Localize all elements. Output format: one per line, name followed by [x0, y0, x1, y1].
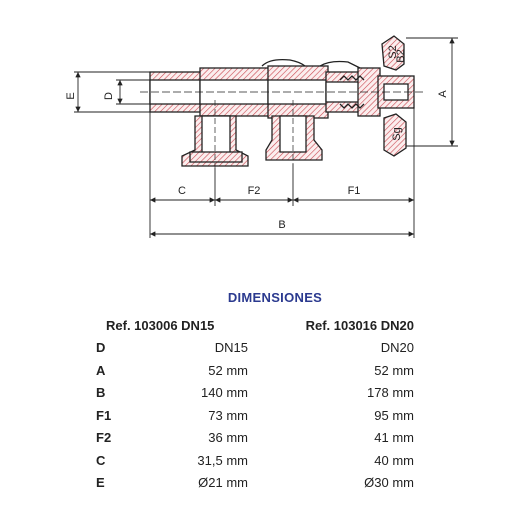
- value-dn20: Ø30 mm: [364, 475, 414, 490]
- value-dn20: 41 mm: [374, 430, 414, 445]
- value-dn15: 36 mm: [208, 430, 248, 445]
- value-dn15: 52 mm: [208, 362, 248, 378]
- value-dn20: 178 mm: [367, 385, 414, 400]
- label-d: D: [103, 92, 115, 100]
- row-label: D: [96, 340, 106, 355]
- label-sg: Sg: [391, 127, 403, 141]
- table-row-f2: [96, 427, 426, 450]
- table-header: [96, 315, 426, 337]
- label-c: C: [178, 185, 186, 197]
- row-label: F2: [96, 430, 112, 445]
- table-row-e: [96, 472, 426, 495]
- value-dn20: DN20: [380, 340, 414, 355]
- table-row-a: [96, 360, 426, 383]
- table-row-b: [96, 382, 426, 405]
- label-b2: B2: [395, 49, 407, 63]
- table-row-d: [96, 337, 426, 360]
- header-dn15: Ref. 103006 DN15: [106, 318, 215, 333]
- value-dn20: 40 mm: [374, 452, 414, 468]
- value-dn15: 73 mm: [208, 407, 248, 423]
- value-dn15: 140 mm: [201, 385, 248, 400]
- label-s2: S2: [387, 45, 399, 59]
- value-dn15: DN15: [214, 340, 248, 355]
- table-row-f1: [96, 405, 426, 428]
- table-title: DIMENSIONES: [227, 290, 323, 305]
- row-label: A: [96, 362, 106, 378]
- table-row-c: [96, 450, 426, 473]
- label-f2: F2: [247, 185, 261, 197]
- label-e: E: [65, 92, 77, 100]
- dimensions-table: [96, 290, 426, 495]
- row-label: B: [96, 385, 106, 400]
- value-dn20: 95 mm: [374, 407, 414, 423]
- valve-body: [140, 36, 425, 168]
- row-label: C: [96, 452, 106, 468]
- label-f1: F1: [347, 185, 361, 197]
- value-dn20: 52 mm: [374, 362, 414, 378]
- label-a: A: [437, 90, 449, 98]
- header-dn20: Ref. 103016 DN20: [305, 318, 414, 333]
- value-dn15: 31,5 mm: [197, 452, 248, 468]
- label-b: B: [278, 219, 286, 231]
- row-label: F1: [96, 407, 112, 423]
- value-dn15: Ø21 mm: [198, 475, 248, 490]
- row-label: E: [96, 475, 105, 490]
